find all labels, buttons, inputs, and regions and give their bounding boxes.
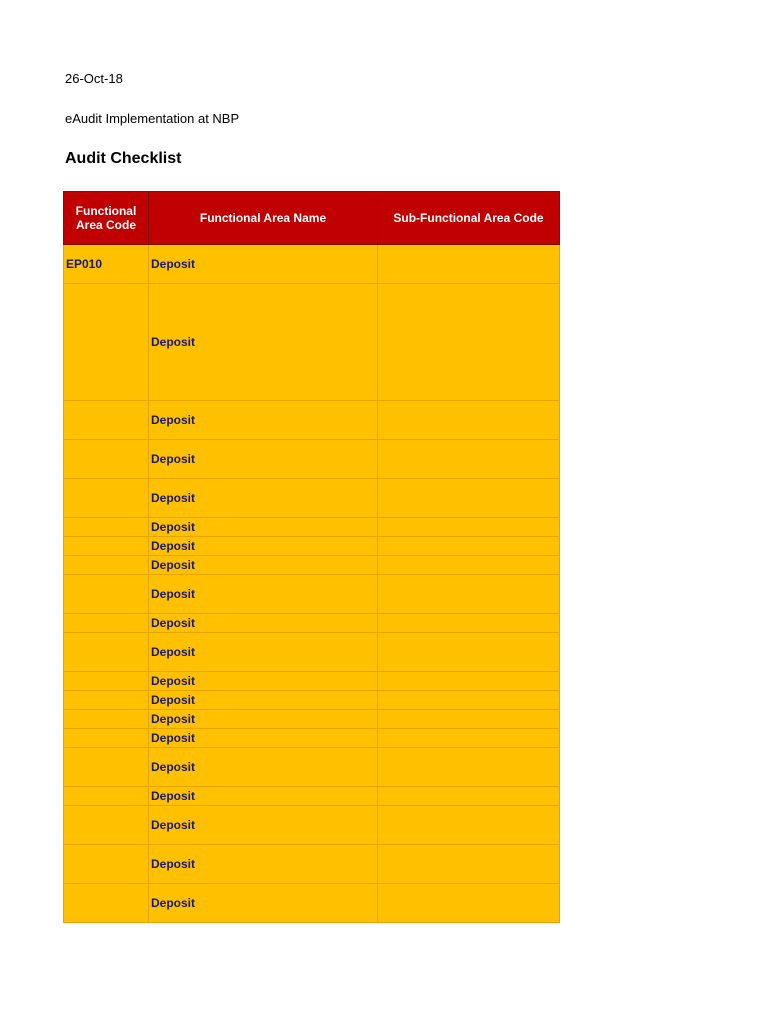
table-body <box>64 245 560 923</box>
cell-functional-area-code <box>64 401 149 440</box>
table-row <box>64 440 560 479</box>
cell-sub-functional-area-code <box>378 710 560 729</box>
table-row <box>64 401 560 440</box>
cell-functional-area-code <box>64 710 149 729</box>
cell-functional-area-name: Deposit <box>149 518 378 537</box>
cell-sub-functional-area-code <box>378 614 560 633</box>
cell-functional-area-name: Deposit <box>149 614 378 633</box>
cell-sub-functional-area-code <box>378 884 560 923</box>
cell-functional-area-code <box>64 691 149 710</box>
cell-sub-functional-area-code <box>378 633 560 672</box>
cell-functional-area-code <box>64 284 149 401</box>
cell-functional-area-name: Deposit <box>149 245 378 284</box>
cell-sub-functional-area-code <box>378 556 560 575</box>
cell-sub-functional-area-code <box>378 845 560 884</box>
table-row <box>64 710 560 729</box>
table-row <box>64 672 560 691</box>
cell-sub-functional-area-code <box>378 672 560 691</box>
cell-functional-area-code <box>64 440 149 479</box>
table-row <box>64 479 560 518</box>
table-row <box>64 537 560 556</box>
cell-functional-area-name: Deposit <box>149 537 378 556</box>
table-row <box>64 787 560 806</box>
cell-functional-area-name: Deposit <box>149 633 378 672</box>
cell-sub-functional-area-code <box>378 284 560 401</box>
cell-functional-area-name: Deposit <box>149 710 378 729</box>
cell-functional-area-code <box>64 729 149 748</box>
document-subtitle: eAudit Implementation at NBP <box>65 111 240 126</box>
cell-sub-functional-area-code <box>378 748 560 787</box>
cell-functional-area-name: Deposit <box>149 284 378 401</box>
cell-sub-functional-area-code <box>378 440 560 479</box>
cell-functional-area-code <box>64 537 149 556</box>
header-functional-area-code: Functional Area Code <box>64 192 149 245</box>
cell-functional-area-name: Deposit <box>149 806 378 845</box>
cell-sub-functional-area-code <box>378 729 560 748</box>
cell-functional-area-code <box>64 614 149 633</box>
cell-functional-area-name: Deposit <box>149 440 378 479</box>
cell-functional-area-name: Deposit <box>149 884 378 923</box>
cell-sub-functional-area-code <box>378 806 560 845</box>
table-row <box>64 518 560 537</box>
cell-sub-functional-area-code <box>378 479 560 518</box>
table-row <box>64 729 560 748</box>
cell-functional-area-name: Deposit <box>149 672 378 691</box>
cell-functional-area-code <box>64 845 149 884</box>
cell-functional-area-code <box>64 672 149 691</box>
cell-functional-area-name: Deposit <box>149 845 378 884</box>
table-row <box>64 633 560 672</box>
cell-functional-area-code <box>64 884 149 923</box>
cell-functional-area-code <box>64 787 149 806</box>
cell-sub-functional-area-code <box>378 691 560 710</box>
audit-checklist-table <box>63 191 560 923</box>
page-title: Audit Checklist <box>65 150 182 167</box>
header-sub-functional-area-code: Sub-Functional Area Code <box>378 192 560 245</box>
cell-functional-area-name: Deposit <box>149 748 378 787</box>
cell-functional-area-code <box>64 556 149 575</box>
cell-functional-area-code <box>64 633 149 672</box>
cell-functional-area-name: Deposit <box>149 556 378 575</box>
header-functional-area-name: Functional Area Name <box>149 192 378 245</box>
cell-functional-area-code <box>64 748 149 787</box>
cell-functional-area-code <box>64 518 149 537</box>
cell-functional-area-name: Deposit <box>149 575 378 614</box>
cell-functional-area-name: Deposit <box>149 787 378 806</box>
cell-sub-functional-area-code <box>378 787 560 806</box>
cell-sub-functional-area-code <box>378 401 560 440</box>
cell-functional-area-name: Deposit <box>149 691 378 710</box>
cell-sub-functional-area-code <box>378 575 560 614</box>
table-row <box>64 806 560 845</box>
cell-functional-area-name: Deposit <box>149 401 378 440</box>
cell-sub-functional-area-code <box>378 245 560 284</box>
table-row <box>64 884 560 923</box>
table-row <box>64 245 560 284</box>
table-row <box>64 691 560 710</box>
table-row <box>64 845 560 884</box>
cell-functional-area-name: Deposit <box>149 479 378 518</box>
cell-functional-area-code: EP010 <box>64 245 149 284</box>
cell-sub-functional-area-code <box>378 537 560 556</box>
cell-sub-functional-area-code <box>378 518 560 537</box>
cell-functional-area-code <box>64 479 149 518</box>
table-row <box>64 575 560 614</box>
table-row <box>64 284 560 401</box>
cell-functional-area-code <box>64 575 149 614</box>
table-row <box>64 556 560 575</box>
cell-functional-area-code <box>64 806 149 845</box>
table-header-row <box>64 192 560 245</box>
cell-functional-area-name: Deposit <box>149 729 378 748</box>
table-row <box>64 614 560 633</box>
table-row <box>64 748 560 787</box>
document-date: 26-Oct-18 <box>65 71 123 86</box>
